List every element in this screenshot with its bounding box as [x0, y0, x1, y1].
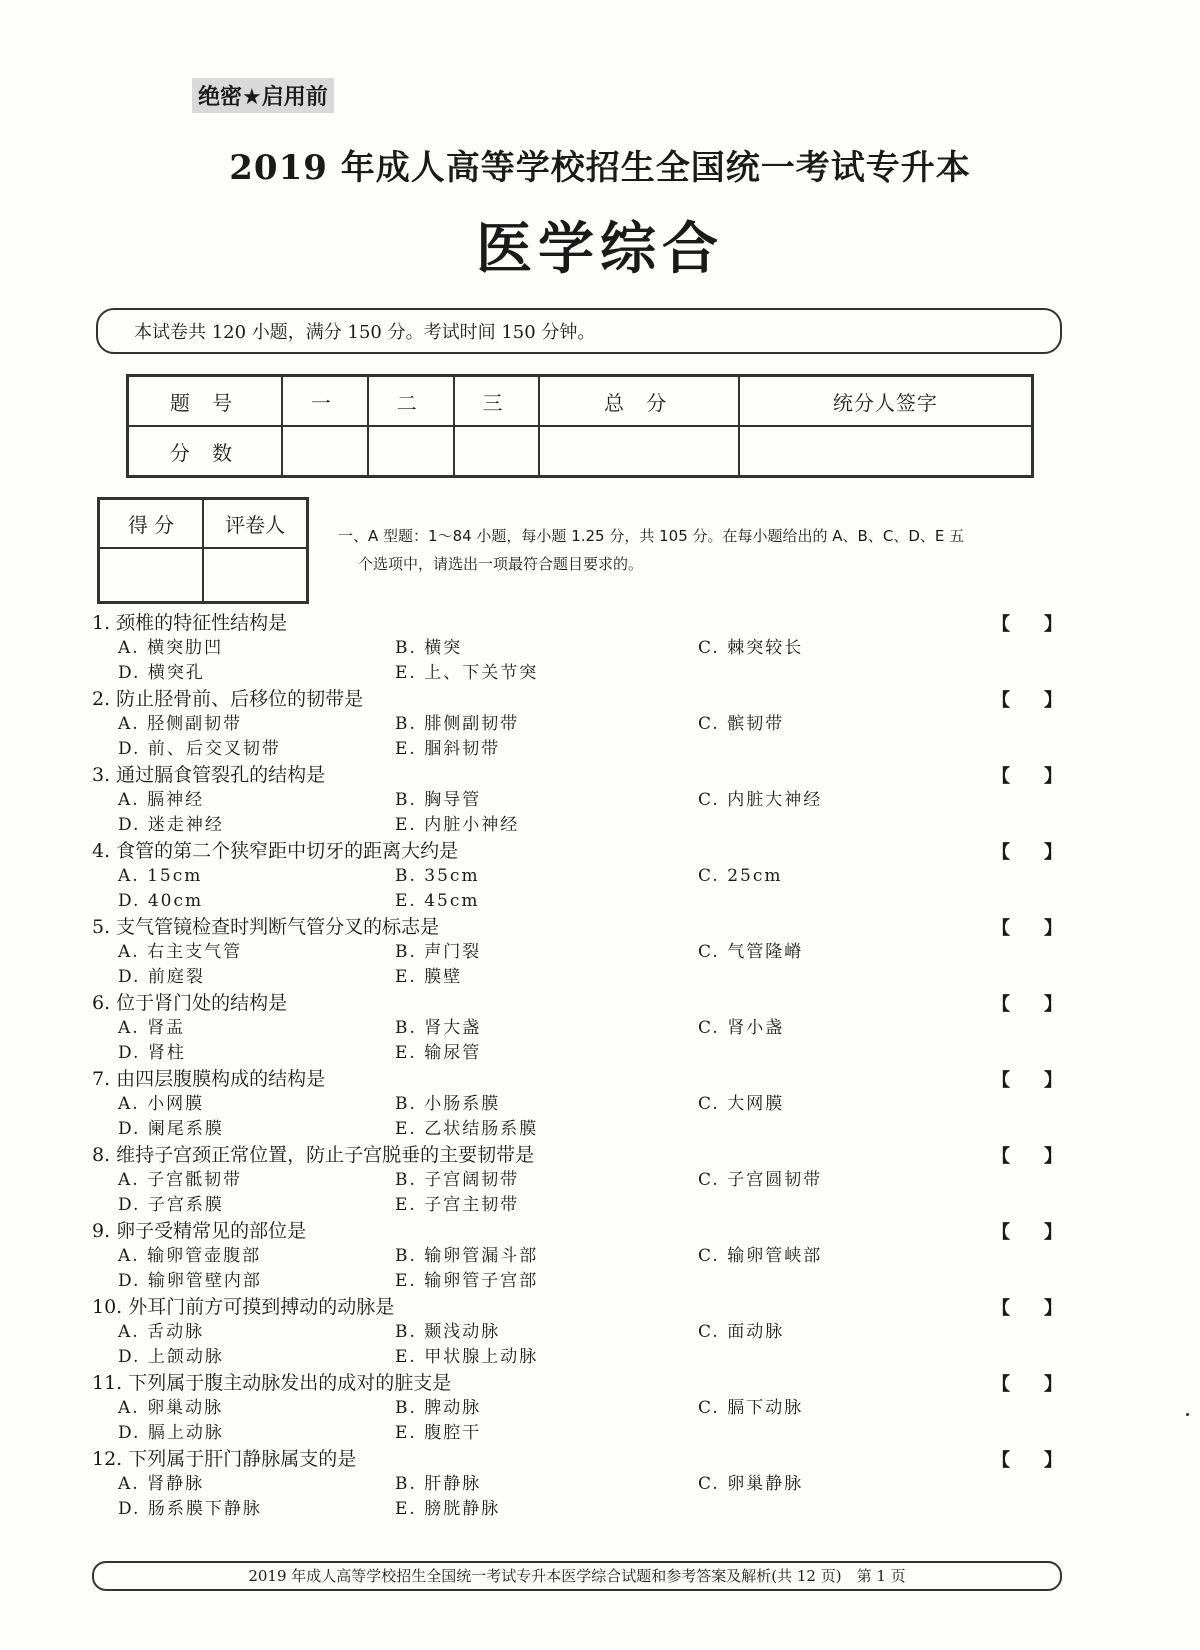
score-table-cell: 二: [368, 376, 454, 427]
score-table-cell: 总 分: [539, 376, 738, 427]
section-instructions-line: 个选项中，请选出一项最符合题目要求的。: [358, 555, 644, 573]
option-e: E. 膜壁: [395, 967, 463, 987]
answer-bracket[interactable]: 【 】: [992, 1146, 1062, 1167]
option-e: E. 膀胱静脉: [395, 1499, 501, 1519]
page-footer: 2019 年成人高等学校招生全国统一考试专升本医学综合试题和参考答案及解析(共 12 页) 第 1 页: [92, 1561, 1062, 1591]
option-d: D. 肾柱: [118, 1043, 186, 1063]
option-e: E. 45cm: [395, 891, 480, 911]
option-c: C. 大网膜: [698, 1094, 785, 1114]
option-d: D. 阑尾系膜: [118, 1119, 224, 1139]
question-stem: 7. 由四层腹膜构成的结构是: [92, 1068, 326, 1090]
option-c: C. 25cm: [698, 866, 783, 886]
option-c: C. 输卵管峡部: [698, 1246, 823, 1266]
option-b: B. 声门裂: [395, 942, 482, 962]
score-table-cell: 分 数: [128, 426, 283, 477]
score-input-cell[interactable]: [739, 426, 1033, 477]
option-b: B. 腓侧副韧带: [395, 714, 520, 734]
scan-speck: [1186, 1413, 1189, 1416]
exam-info: 本试卷共 120 小题，满分 150 分。考试时间 150 分钟。: [96, 308, 1062, 354]
option-c: C. 卵巢静脉: [698, 1474, 804, 1494]
option-d: D. 子宫系膜: [118, 1195, 224, 1215]
score-table-score-row: [128, 426, 1033, 477]
option-a: A. 子宫骶韧带: [118, 1170, 243, 1190]
option-a: A. 右主支气管: [118, 942, 243, 962]
score-input-cell[interactable]: [99, 548, 204, 603]
question: [92, 1066, 1072, 1142]
option-c: C. 气管隆嵴: [698, 942, 804, 962]
answer-bracket[interactable]: 【 】: [992, 842, 1062, 863]
subject-title: 医学综合: [476, 217, 724, 282]
option-b: B. 横突: [395, 638, 463, 658]
answer-bracket[interactable]: 【 】: [992, 614, 1062, 635]
option-c: C. 子宫圆韧带: [698, 1170, 823, 1190]
option-e: E. 甲状腺上动脉: [395, 1347, 539, 1367]
exam-title: 2019 年成人高等学校招生全国统一考试专升本: [229, 148, 971, 188]
question-stem: 4. 食管的第二个狭窄距中切牙的距离大约是: [92, 840, 459, 862]
grader-table: [97, 497, 309, 604]
answer-bracket[interactable]: 【 】: [992, 1070, 1062, 1091]
option-c: C. 棘突较长: [698, 638, 804, 658]
question-stem: 10. 外耳门前方可摸到搏动的动脉是: [92, 1296, 395, 1318]
option-e: E. 腹腔干: [395, 1423, 482, 1443]
option-c: C. 膈下动脉: [698, 1398, 804, 1418]
option-a: A. 肾盂: [118, 1018, 186, 1038]
option-d: D. 迷走神经: [118, 815, 224, 835]
option-c: C. 肾小盏: [698, 1018, 785, 1038]
score-table-cell: 三: [454, 376, 540, 427]
question-stem: 9. 卵子受精常见的部位是: [92, 1220, 307, 1242]
question-stem: 8. 维持子宫颈正常位置，防止子宫脱垂的主要韧带是: [92, 1144, 535, 1166]
score-label: 得 分: [99, 499, 204, 549]
option-b: B. 子宫阔韧带: [395, 1170, 520, 1190]
option-d: D. 膈上动脉: [118, 1423, 224, 1443]
question-stem: 11. 下列属于腹主动脉发出的成对的脏支是: [92, 1372, 452, 1394]
score-input-cell[interactable]: [539, 426, 738, 477]
answer-bracket[interactable]: 【 】: [992, 766, 1062, 787]
question-stem: 1. 颈椎的特征性结构是: [92, 612, 288, 634]
option-e: E. 输卵管子宫部: [395, 1271, 539, 1291]
option-d: D. 前庭裂: [118, 967, 205, 987]
confidential-label: 绝密★启用前: [192, 78, 334, 113]
option-e: E. 乙状结肠系膜: [395, 1119, 539, 1139]
score-input-cell[interactable]: [282, 426, 368, 477]
answer-bracket[interactable]: 【 】: [992, 1222, 1062, 1243]
answer-bracket[interactable]: 【 】: [992, 1298, 1062, 1319]
option-b: B. 颞浅动脉: [395, 1322, 501, 1342]
question: [92, 686, 1072, 762]
question: [92, 610, 1072, 686]
question: [92, 1370, 1072, 1446]
question-stem: 12. 下列属于肝门静脉属支的是: [92, 1448, 357, 1470]
option-d: D. 前、后交叉韧带: [118, 739, 281, 759]
answer-bracket[interactable]: 【 】: [992, 1450, 1062, 1471]
option-a: A. 15cm: [118, 866, 203, 886]
option-d: D. 肠系膜下静脉: [118, 1499, 262, 1519]
question: [92, 1446, 1072, 1522]
question-list: [92, 610, 1072, 1522]
option-b: B. 肝静脉: [395, 1474, 482, 1494]
option-a: A. 膈神经: [118, 790, 205, 810]
option-b: B. 脾动脉: [395, 1398, 482, 1418]
question: [92, 1142, 1072, 1218]
option-c: C. 内脏大神经: [698, 790, 823, 810]
grader-label: 评卷人: [203, 499, 308, 549]
answer-bracket[interactable]: 【 】: [992, 1374, 1062, 1395]
option-b: B. 胸导管: [395, 790, 482, 810]
option-b: B. 35cm: [395, 866, 480, 886]
option-b: B. 肾大盏: [395, 1018, 482, 1038]
option-a: A. 小网膜: [118, 1094, 205, 1114]
option-e: E. 子宫主韧带: [395, 1195, 520, 1215]
grader-input-cell[interactable]: [203, 548, 308, 603]
score-table-header-row: [128, 376, 1033, 427]
option-d: D. 输卵管壁内部: [118, 1271, 262, 1291]
question: [92, 762, 1072, 838]
section-instructions-line: 一、A 型题：1～84 小题，每小题 1.25 分，共 105 分。在每小题给出的 A、B、C、D、E 五: [338, 527, 965, 545]
option-b: B. 输卵管漏斗部: [395, 1246, 539, 1266]
option-d: D. 横突孔: [118, 663, 205, 683]
option-a: A. 舌动脉: [118, 1322, 205, 1342]
option-e: E. 腘斜韧带: [395, 739, 501, 759]
answer-bracket[interactable]: 【 】: [992, 994, 1062, 1015]
question-stem: 5. 支气管镜检查时判断气管分叉的标志是: [92, 916, 440, 938]
question: [92, 838, 1072, 914]
option-d: D. 40cm: [118, 891, 204, 911]
option-a: A. 输卵管壶腹部: [118, 1246, 262, 1266]
option-a: A. 肾静脉: [118, 1474, 205, 1494]
answer-bracket[interactable]: 【 】: [992, 918, 1062, 939]
score-table-cell: 一: [282, 376, 368, 427]
option-b: B. 小肠系膜: [395, 1094, 501, 1114]
section-instructions: [338, 522, 1066, 578]
option-a: A. 胫侧副韧带: [118, 714, 243, 734]
option-c: C. 髌韧带: [698, 714, 785, 734]
answer-bracket[interactable]: 【 】: [992, 690, 1062, 711]
question: [92, 914, 1072, 990]
score-table-cell: 题 号: [128, 376, 283, 427]
question-stem: 2. 防止胫骨前、后移位的韧带是: [92, 688, 364, 710]
score-input-cell[interactable]: [454, 426, 540, 477]
option-a: A. 卵巢动脉: [118, 1398, 224, 1418]
option-c: C. 面动脉: [698, 1322, 785, 1342]
option-e: E. 上、下关节突: [395, 663, 539, 683]
option-a: A. 横突肋凹: [118, 638, 224, 658]
option-d: D. 上颌动脉: [118, 1347, 224, 1367]
score-table: [126, 374, 1034, 478]
score-table-cell: 统分人签字: [739, 376, 1033, 427]
option-e: E. 内脏小神经: [395, 815, 520, 835]
question: [92, 1218, 1072, 1294]
question: [92, 990, 1072, 1066]
option-e: E. 输尿管: [395, 1043, 482, 1063]
question: [92, 1294, 1072, 1370]
question-stem: 6. 位于肾门处的结构是: [92, 992, 288, 1014]
question-stem: 3. 通过膈食管裂孔的结构是: [92, 764, 326, 786]
score-input-cell[interactable]: [368, 426, 454, 477]
